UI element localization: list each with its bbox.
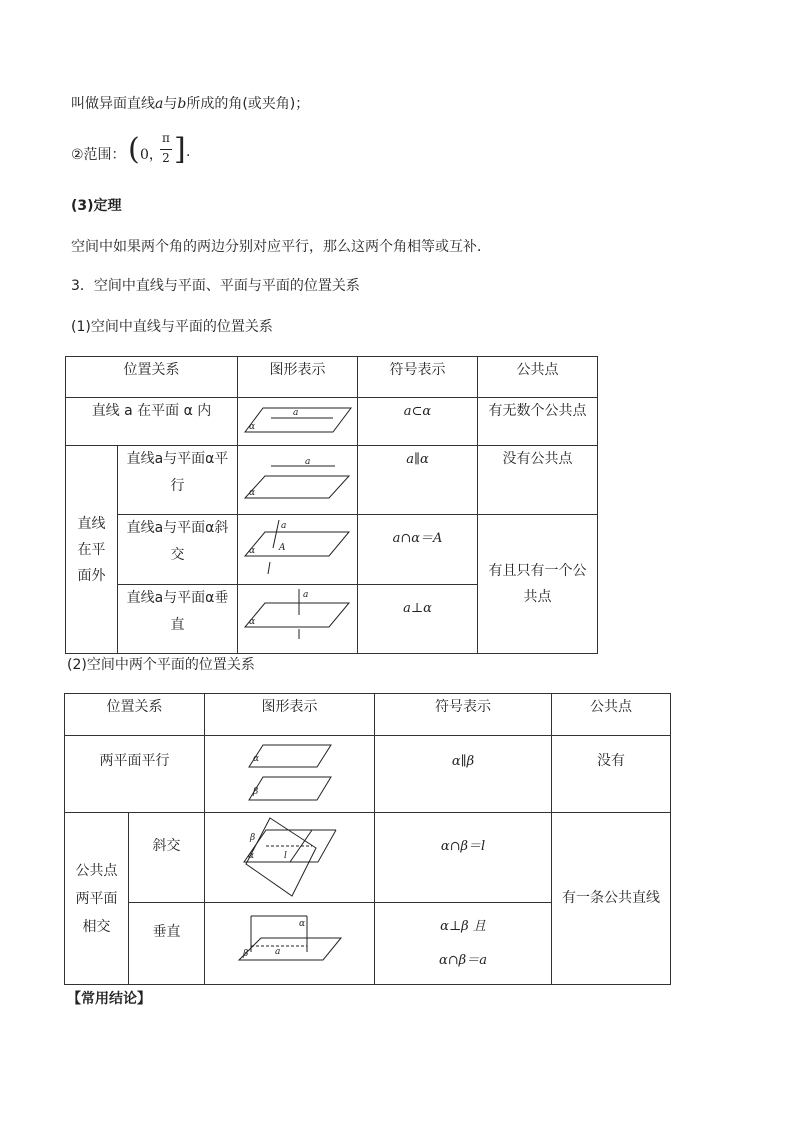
bracket-open-icon: (	[128, 132, 140, 167]
figure-parallel	[238, 446, 358, 515]
theorem-text: 空间中如果两个角的两边分别对应平行，那么这两个角相等或互补．	[71, 239, 491, 255]
plane-plane-table	[64, 693, 671, 985]
header-common: 公共点	[478, 357, 598, 398]
svg-text:α: α	[248, 421, 255, 432]
fraction-bar	[160, 149, 172, 150]
symbol-perp-line1: α⊥β 且	[440, 918, 486, 934]
symbol-planes-parallel: α∥β	[375, 736, 552, 813]
text-segment: 所成的角(或夹角)；	[186, 96, 310, 112]
svg-text:a: a	[274, 946, 280, 957]
common-one-point-label: 有且只有一个公共点	[488, 563, 587, 605]
symbol-line-in-plane: a⊂α	[358, 398, 478, 446]
common-parallel: 没有公共点	[478, 446, 598, 515]
common-line-in-plane: 有无数个公共点	[478, 398, 598, 446]
relation-line-in-plane: 直线 a 在平面 α 内	[66, 398, 238, 446]
common-planes-parallel: 没有	[552, 736, 671, 813]
svg-text:β: β	[252, 787, 258, 797]
svg-text:α: α	[247, 850, 254, 861]
symbol-perp-line2: α∩β＝a	[439, 952, 487, 968]
line-parallel-plane-diagram	[243, 458, 353, 502]
group-label: 公共点两平面相交	[75, 862, 118, 935]
svg-text:a: a	[304, 458, 310, 467]
svg-text:α: α	[248, 617, 255, 627]
svg-text:A: A	[278, 542, 285, 553]
figure-perpendicular	[238, 585, 358, 654]
svg-text:α: α	[252, 754, 259, 764]
header-symbol: 符号表示	[358, 357, 478, 398]
relation-parallel: 直线a与平面α平行	[118, 446, 238, 515]
figure-oblique	[238, 515, 358, 585]
range-label: ②范围：	[71, 147, 126, 163]
symbol-planes-oblique: α∩β＝l	[375, 813, 552, 903]
common-line: 有一条公共直线	[552, 813, 671, 985]
subsection-1-heading: (1)空间中直线与平面的位置关系	[71, 319, 273, 335]
var-a: a	[155, 96, 164, 112]
line-perpendicular-plane-diagram	[243, 587, 353, 651]
conclusion-heading: 【常用结论】	[67, 991, 151, 1007]
relation-planes-oblique: 斜交	[129, 813, 205, 903]
header-symbol: 符号表示	[375, 694, 552, 736]
symbol-oblique: a∩α＝A	[358, 515, 478, 585]
planes-perpendicular-diagram	[237, 912, 343, 976]
text-line-angle-def	[71, 93, 309, 113]
svg-text:β: β	[249, 832, 255, 843]
relation-oblique: 直线a与平面α斜交	[118, 515, 238, 585]
group-line-outside-plane	[66, 446, 118, 654]
range-line	[71, 138, 126, 163]
figure-line-in-plane	[238, 398, 358, 446]
bracket-close-icon: ]	[174, 132, 186, 167]
range-denominator: 2	[162, 151, 170, 165]
line-oblique-plane-diagram	[243, 518, 353, 582]
figure-planes-perpendicular	[205, 903, 375, 985]
planes-parallel-diagram	[245, 743, 335, 805]
svg-text:α: α	[248, 488, 255, 498]
text-segment: 叫做异面直线	[71, 96, 155, 112]
figure-planes-oblique	[205, 813, 375, 903]
relation-planes-perpendicular: 垂直	[129, 903, 205, 985]
header-relation: 位置关系	[65, 694, 205, 736]
var-b: b	[177, 96, 187, 112]
svg-text:a: a	[280, 520, 286, 531]
line-plane-table	[65, 356, 598, 654]
text-segment: 与	[163, 96, 178, 112]
theorem-heading: (3)定理	[71, 198, 122, 214]
range-period: .	[186, 144, 191, 160]
relation-perpendicular: 直线a与平面α垂直	[118, 585, 238, 654]
header-relation: 位置关系	[66, 357, 238, 398]
svg-text:l: l	[283, 850, 287, 861]
line-in-plane-diagram	[243, 404, 353, 440]
svg-text:α: α	[248, 545, 255, 556]
header-figure: 图形表示	[205, 694, 375, 736]
group-planes-intersect	[65, 813, 129, 985]
header-common: 公共点	[552, 694, 671, 736]
common-one-point	[478, 515, 598, 654]
symbol-perpendicular: a⊥α	[358, 585, 478, 654]
symbol-parallel: a∥α	[358, 446, 478, 515]
symbol-planes-perpendicular	[375, 903, 552, 985]
svg-text:a: a	[292, 407, 298, 418]
section-3-heading: 3．空间中直线与平面、平面与平面的位置关系	[71, 278, 360, 294]
group-label: 直线在平面外	[77, 515, 106, 584]
svg-text:a: a	[302, 590, 308, 600]
figure-planes-parallel	[205, 736, 375, 813]
range-numerator: π	[162, 131, 170, 145]
header-figure: 图形表示	[238, 357, 358, 398]
range-start: 0，	[140, 147, 163, 163]
svg-text:α: α	[298, 918, 305, 929]
subsection-2-heading: (2)空间中两个平面的位置关系	[67, 657, 255, 673]
relation-planes-parallel: 两平面平行	[65, 736, 205, 813]
svg-text:β: β	[242, 948, 248, 959]
planes-oblique-diagram	[240, 816, 340, 900]
